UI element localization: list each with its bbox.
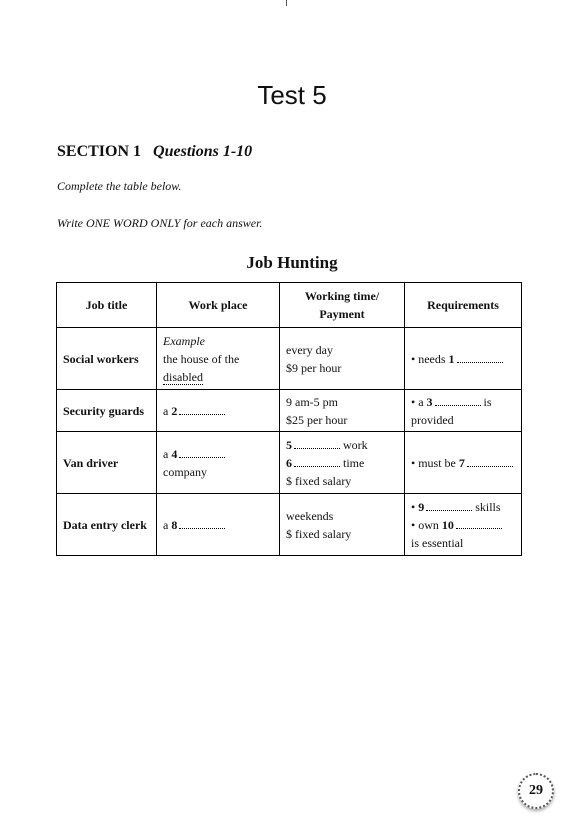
instruction-complete: Complete the table below.: [57, 179, 182, 193]
answer-blank[interactable]: [467, 456, 513, 467]
table-row: [57, 432, 522, 494]
page-number-badge: 29: [518, 773, 554, 809]
answer-blank[interactable]: [179, 404, 225, 415]
instruction-word-limit: Write ONE WORD ONLY for each answer.: [57, 216, 263, 230]
payment-line: $9 per hour: [286, 360, 342, 375]
page-title: Test 5: [257, 80, 327, 110]
work-place-cell: [157, 432, 280, 494]
question-number: 7: [458, 455, 465, 470]
requirements-cell: [405, 432, 522, 494]
time-line: 9 am-5 pm: [286, 394, 338, 409]
working-time-cell: [280, 328, 405, 390]
header-requirements: Requirements: [405, 283, 522, 328]
header-job-title: Job title: [57, 283, 157, 328]
req-text: is: [483, 394, 492, 409]
req-text: •: [411, 499, 416, 514]
header-work-place: Work place: [157, 283, 280, 328]
answer-blank[interactable]: [457, 352, 503, 363]
place-text: a: [163, 517, 169, 532]
work-place-cell: [157, 494, 280, 556]
question-number: 1: [448, 351, 455, 366]
work-place-cell: [157, 328, 280, 390]
place-text: a: [163, 403, 169, 418]
section-questions: Questions 1-10: [153, 143, 253, 160]
req-text: • needs: [411, 351, 446, 366]
work-place-cell: [157, 390, 280, 432]
answer-blank[interactable]: [435, 395, 481, 406]
req-text: skills: [475, 499, 501, 514]
answer-blank[interactable]: [456, 518, 502, 529]
question-number: 9: [418, 499, 425, 514]
question-number: 6: [286, 455, 292, 470]
table-title: Job Hunting: [246, 253, 338, 272]
time-text: work: [343, 437, 368, 452]
question-number: 10: [441, 517, 454, 532]
table-row: [57, 390, 522, 432]
time-text: time: [343, 455, 365, 470]
req-text: is essential: [411, 535, 464, 550]
answer-blank[interactable]: [179, 518, 225, 529]
question-number: 2: [171, 403, 178, 418]
working-time-cell: [280, 494, 405, 556]
header-working-time-payment: Working time/ Payment: [280, 283, 405, 328]
section-label: SECTION 1: [57, 143, 142, 160]
time-line: weekends: [286, 508, 334, 523]
example-label: Example: [163, 333, 205, 348]
table-row: [57, 494, 522, 556]
question-number: 4: [171, 446, 178, 461]
place-line: disabled: [163, 369, 203, 384]
payment-line: $ fixed salary: [286, 526, 352, 541]
req-text: • must be: [411, 455, 456, 470]
table-row: [57, 328, 522, 390]
job-title-cell: Social workers: [57, 328, 157, 390]
section-heading: [57, 143, 252, 161]
question-number: 5: [286, 437, 292, 452]
requirements-cell: [405, 390, 522, 432]
working-time-cell: [280, 390, 405, 432]
crop-mark: [286, 0, 287, 6]
place-line: company: [163, 464, 207, 479]
job-title-cell: Data entry clerk: [57, 494, 157, 556]
job-title-cell: Security guards: [57, 390, 157, 432]
time-line: every day: [286, 342, 333, 357]
req-text: • own: [411, 517, 439, 532]
requirements-cell: [405, 494, 522, 556]
requirements-cell: [405, 328, 522, 390]
question-number: 3: [426, 394, 433, 409]
answer-blank[interactable]: [426, 500, 472, 511]
job-hunting-table: [56, 282, 522, 556]
table-header-row: [57, 283, 522, 328]
place-text: a: [163, 446, 169, 461]
answer-blank[interactable]: [294, 438, 340, 449]
working-time-cell: [280, 432, 405, 494]
answer-blank[interactable]: [179, 447, 225, 458]
answer-blank[interactable]: [294, 456, 340, 467]
payment-line: $25 per hour: [286, 412, 348, 427]
job-title-cell: Van driver: [57, 432, 157, 494]
payment-line: $ fixed salary: [286, 473, 352, 488]
req-text: provided: [411, 412, 454, 427]
question-number: 8: [171, 517, 178, 532]
place-line: the house of the: [163, 351, 240, 366]
req-text: • a: [411, 394, 424, 409]
